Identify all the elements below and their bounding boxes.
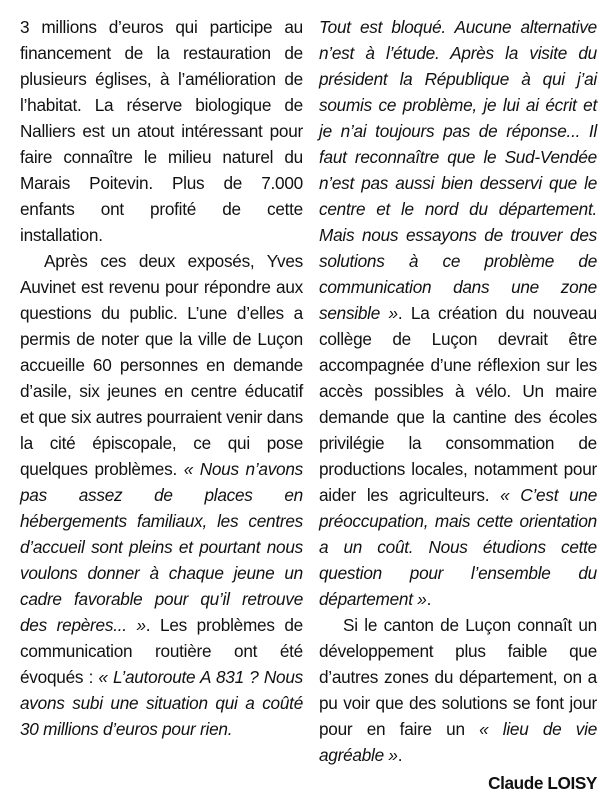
left-column (20, 14, 303, 781)
text-span: . La création du nouveau collège de Luçon devrait être accompagnée d’une réflexion sur les accès possibles à vélo. Un maire demande que la cantine des écoles privilégie la consommation de productions locales, notamment pour aider les agriculteurs. (319, 303, 597, 505)
text-span: . (426, 589, 432, 609)
paragraph-conclusion (319, 612, 597, 768)
text-span: . Les problèmes de communication routière ont été évoqués : (20, 615, 303, 687)
quote-autoroute: « L’autoroute A 831 ? Nous avons subi une situation qui a coûté 30 millions d’euros pour rien. (20, 667, 303, 739)
right-column (319, 14, 598, 793)
paragraph-reserve: 3 millions d’euros qui participe au financement de la restauration de plusieurs églises, à l’amélioration de l’habitat. La réserve biologique de Nalliers est un atout intéressant pour faire connaître le milieu naturel du Marais Poitevin. Plus de 7.000 enfants ont profité de cette installation. (20, 17, 303, 245)
paragraph-questions (20, 248, 303, 742)
quote-blocage: Tout est bloqué. Aucune alternative n’est à l’étude. Après la visite du président la République à qui j’ai soumis ce problème, je lui ai écrit et je n’ai toujours pas de réponse... Il faut reconnaître que le Sud-Vendée n’est pas aussi bien desservi que le centre et le nord du département. Mais nous essayons de trouver des solutions à ce problème de communication dans une zone sensible » (319, 17, 597, 323)
text-span: Après ces deux exposés, Yves Auvinet est revenu pour répondre aux questions du public. L’une d’elles a permis de noter que la ville de Luçon accueille 60 personnes en demande d’asile, six jeunes en centre éducatif et que six autres pourraient venir dans la cité épiscopale, ce qui pose quelques problèmes. (20, 251, 303, 479)
quote-lieu-de-vie: « lieu de vie agréable » (319, 719, 598, 765)
quote-preoccupation: « C’est une préoccupation, mais cette orientation a un coût. Nous étudions cette question pour l’ensemble du département » (319, 485, 597, 609)
quote-hebergement: « Nous n’avons pas assez de places en hébergements familiaux, les centres d’accueil sont pleins et pourtant nous voulons donner à chaque jeune un cadre favorable pour qu’il retrouve des repères... » (20, 459, 303, 635)
author-signature: Claude LOISY (488, 773, 597, 793)
text-span: . (397, 745, 403, 765)
text-span: Si le canton de Luçon connaît un développement plus faible que d’autres zones du département, on a pu voir que des solutions se font jour pour en faire un (319, 615, 597, 739)
paragraph-continuation (319, 14, 597, 612)
